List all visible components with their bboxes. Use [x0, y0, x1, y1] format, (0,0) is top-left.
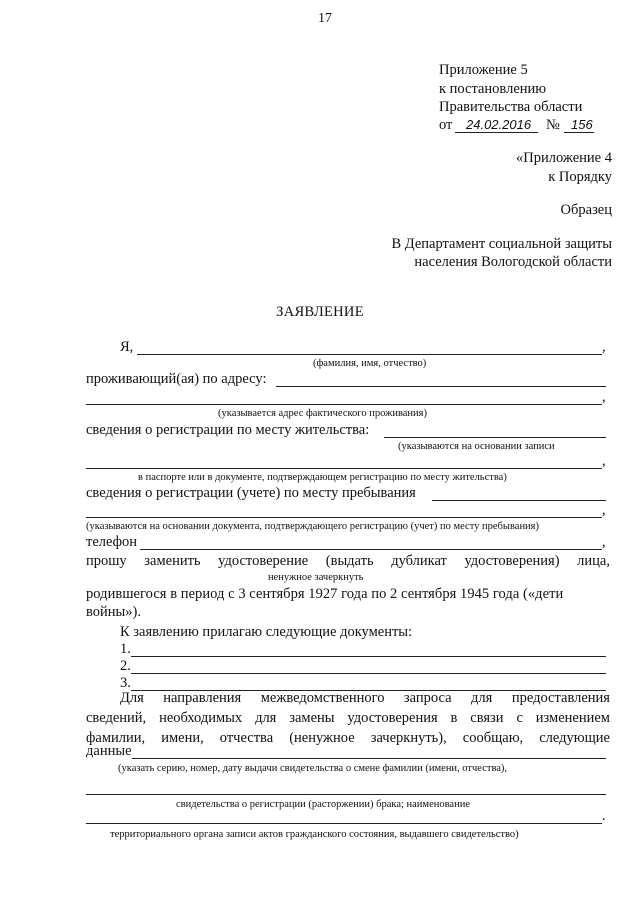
attachment-number-2: 2. [120, 658, 131, 674]
word: (ненужное [289, 730, 355, 746]
addressee-line-1: В Департамент социальной защиты [391, 236, 612, 252]
word: заменить [144, 553, 201, 569]
word: (выдать [325, 553, 374, 569]
attachments-label: К заявлению прилагаю следующие документы: [120, 624, 413, 640]
comma: , [602, 502, 606, 518]
fullname-hint: (фамилия, имя, отчество) [313, 358, 427, 369]
data-hint-1: (указать серию, номер, дату выдачи свидетельства о смене фамилии (имени, отчества), [118, 763, 508, 774]
paragraph-line-1 [120, 691, 610, 706]
word: для [471, 690, 493, 706]
word: Для [120, 690, 144, 706]
address-label: проживающий(ая) по адресу: [86, 371, 267, 387]
paragraph-line-3 [86, 731, 610, 746]
word: в [450, 710, 458, 726]
phone-field[interactable] [140, 549, 602, 550]
header-number-value: 156 [571, 117, 593, 132]
i-label: Я, [120, 339, 134, 355]
data-field-3[interactable] [86, 823, 602, 824]
request-line [86, 554, 610, 569]
word: отчества [219, 730, 274, 746]
fullname-field[interactable] [137, 354, 602, 355]
appendix-4-order: к Порядку [548, 169, 612, 185]
comma: , [602, 453, 606, 469]
address-hint: (указывается адрес фактического проживания) [218, 408, 427, 419]
header-date-prefix: от [439, 117, 453, 133]
attachment-number-3: 3. [120, 675, 131, 691]
word: удостоверения) [464, 553, 560, 569]
header-government: Правительства области [439, 99, 583, 115]
word: фамилии, [86, 730, 146, 746]
reg-residence-field-2[interactable] [86, 468, 602, 469]
word: связи [470, 710, 504, 726]
word: межведомственного [260, 690, 385, 706]
data-hint-2: свидетельства о регистрации (расторжении) брака; наименование [176, 799, 470, 810]
attachment-number-1: 1. [120, 641, 131, 657]
comma: , [602, 389, 606, 405]
reg-stay-hint: (указываются на основании документа, подтверждающего регистрацию (учет) по месту пребывания) [86, 521, 540, 532]
data-field-1[interactable] [132, 758, 606, 759]
strike-hint: ненужное зачеркнуть [268, 572, 364, 583]
word: удостоверения [347, 710, 438, 726]
reg-residence-hint-1: (указываются на основании записи [398, 441, 555, 452]
data-label: данные [86, 743, 132, 759]
header-number-underline [564, 132, 594, 133]
reg-stay-field-1[interactable] [432, 500, 606, 501]
word: лица, [577, 553, 610, 569]
data-hint-3: территориального органа записи актов гражданского состояния, выдавшего свидетельство) [110, 829, 519, 840]
word: с [516, 710, 523, 726]
sample-label: Образец [560, 202, 612, 218]
word: изменением [535, 710, 610, 726]
reg-residence-hint-2: в паспорте или в документе, подтверждающем регистрацию по месту жительства) [138, 472, 507, 483]
word: зачеркнуть), [370, 730, 447, 746]
header-resolution: к постановлению [439, 81, 547, 97]
word: имени, [161, 730, 204, 746]
born-period-line-2: войны»). [86, 604, 141, 620]
comma: , [602, 534, 606, 550]
paragraph-line-2 [86, 711, 610, 726]
reg-residence-field-1[interactable] [384, 437, 606, 438]
word: следующие [539, 730, 610, 746]
appendix-4-label: «Приложение 4 [516, 150, 612, 166]
addressee-line-2: населения Вологодской области [414, 254, 612, 270]
header-number-prefix: № [546, 117, 560, 133]
word: прошу [86, 553, 127, 569]
attachment-field-2[interactable] [131, 673, 606, 674]
header-date-value: 24.02.2016 [466, 117, 532, 132]
address-field-2[interactable] [86, 404, 602, 405]
born-period-line: родившегося в период с 3 сентября 1927 года по 2 сентября 1945 года («дети [86, 586, 564, 602]
word: удостоверение [218, 553, 309, 569]
document-title: ЗАЯВЛЕНИЕ [276, 304, 364, 320]
data-field-2[interactable] [86, 794, 606, 795]
page-number: 17 [318, 11, 332, 26]
word: направления [163, 690, 242, 706]
address-field-1[interactable] [276, 386, 606, 387]
word: необходимых [159, 710, 243, 726]
period: . [602, 808, 606, 824]
comma: , [602, 339, 606, 355]
word: дубликат [391, 553, 447, 569]
word: для [255, 710, 277, 726]
attachment-field-1[interactable] [131, 656, 606, 657]
header-appendix-5: Приложение 5 [439, 62, 528, 78]
reg-stay-field-2[interactable] [86, 517, 602, 518]
word: замены [289, 710, 335, 726]
header-date-underline [455, 132, 538, 133]
reg-stay-label: сведения о регистрации (учете) по месту пребывания [86, 485, 416, 501]
word: предоставления [511, 690, 610, 706]
word: запроса [403, 690, 452, 706]
word: сведений, [86, 710, 147, 726]
word: сообщаю, [462, 730, 524, 746]
reg-residence-label: сведения о регистрации по месту жительства: [86, 422, 370, 438]
phone-label: телефон [86, 534, 138, 550]
